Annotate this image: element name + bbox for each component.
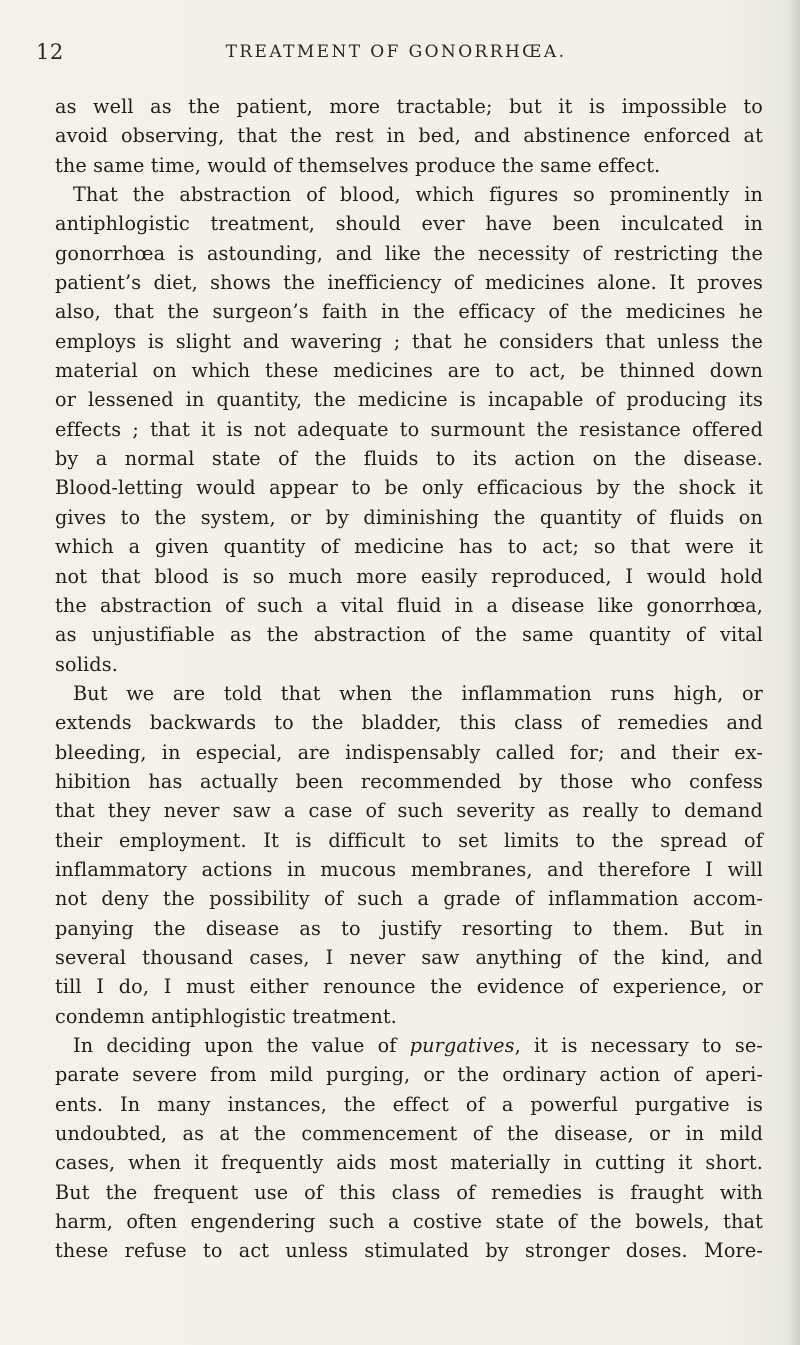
text-line: the abstraction of such a vital fluid in a disease like gonorrhœa,	[55, 593, 763, 617]
text-line: by a normal state of the fluids to its action on the disease.	[55, 447, 763, 471]
text-line: extends backwards to the bladder, this class of remedies and	[55, 711, 763, 735]
text-line: these refuse to act unless stimulated by stronger doses. More-	[55, 1239, 763, 1263]
text-line: as well as the patient, more tractable; but it is impossible to	[55, 95, 763, 118]
text-line: ents. In many instances, the effect of a powerful purgative is	[55, 1092, 763, 1116]
paragraph	[55, 1031, 763, 1266]
text-line: avoid observing, that the rest in bed, and abstinence enforced at	[55, 124, 763, 148]
text-line: cases, when it frequently aids most materially in cutting it short.	[55, 1151, 763, 1175]
paragraph	[55, 679, 763, 1031]
text-line: also, that the surgeon’s faith in the efficacy of the medicines he	[55, 300, 763, 324]
paragraph	[55, 92, 763, 180]
text-line: undoubted, as at the commencement of the disease, or in mild	[55, 1122, 763, 1146]
paragraph	[55, 180, 763, 679]
body-text	[55, 92, 763, 1266]
text-line: their employment. It is difficult to set limits to the spread of	[55, 828, 763, 852]
text-line: Blood-letting would appear to be only efficacious by the shock it	[55, 476, 763, 500]
text-line: or lessened in quantity, the medicine is incapable of producing its	[55, 388, 763, 412]
text-line: That the abstraction of blood, which figures so prominently in	[73, 183, 763, 207]
page-header	[36, 40, 756, 70]
text-line: But we are told that when the inflammation runs high, or	[73, 681, 763, 705]
page-edge-shadow	[786, 0, 800, 1345]
text-line: gonorrhœa is astounding, and like the necessity of restricting the	[55, 241, 763, 265]
text-line: not that blood is so much more easily reproduced, I would hold	[55, 564, 763, 588]
text-line: antiphlogistic treatment, should ever have been inculcated in	[55, 212, 763, 236]
text-line: panying the disease as to justify resorting to them. But in	[55, 916, 763, 940]
text-line: solids.	[55, 652, 118, 676]
page-number: 12	[36, 40, 64, 64]
text-line: gives to the system, or by diminishing the quantity of fluids on	[55, 505, 763, 529]
text-line: material on which these medicines are to act, be thinned down	[55, 359, 763, 383]
text-line: as unjustifiable as the abstraction of the same quantity of vital	[55, 623, 763, 647]
text-line	[55, 1031, 763, 1060]
text-line: effects ; that it is not adequate to surmount the resistance offered	[55, 417, 763, 441]
text-line: which a given quantity of medicine has to act; so that were it	[55, 535, 763, 559]
text-line: several thousand cases, I never saw anything of the kind, and	[55, 945, 763, 969]
text-line: patient’s diet, shows the inefficiency of medicines alone. It proves	[55, 271, 763, 295]
text-line: till I do, I must either renounce the evidence of experience, or	[55, 975, 763, 999]
text-line: parate severe from mild purging, or the ordinary action of aperi-	[55, 1063, 763, 1087]
text-line: hibition has actually been recommended by those who confess	[55, 769, 763, 793]
italic-term: purgatives	[409, 1034, 515, 1057]
text-line: not deny the possibility of such a grade of inflammation accom-	[55, 887, 763, 911]
text-line: inflammatory actions in mucous membranes, and therefore I will	[55, 857, 763, 881]
text-line: But the frequent use of this class of remedies is fraught with	[55, 1180, 763, 1204]
text-line: the same time, would of themselves produce the same effect.	[55, 153, 661, 177]
text-line: employs is slight and wavering ; that he considers that unless the	[55, 329, 763, 353]
text-line: that they never saw a case of such severity as really to demand	[55, 799, 763, 823]
text-line: harm, often engendering such a costive state of the bowels, that	[55, 1210, 763, 1234]
text-line: condemn antiphlogistic treatment.	[55, 1004, 397, 1028]
text-run: In deciding upon the value of	[73, 1034, 410, 1057]
running-head: TREATMENT OF GONORRHŒA.	[225, 42, 567, 62]
text-line: bleeding, in especial, are indispensably called for; and their ex-	[55, 740, 763, 764]
text-run: , it is necessary to se-	[514, 1034, 763, 1057]
